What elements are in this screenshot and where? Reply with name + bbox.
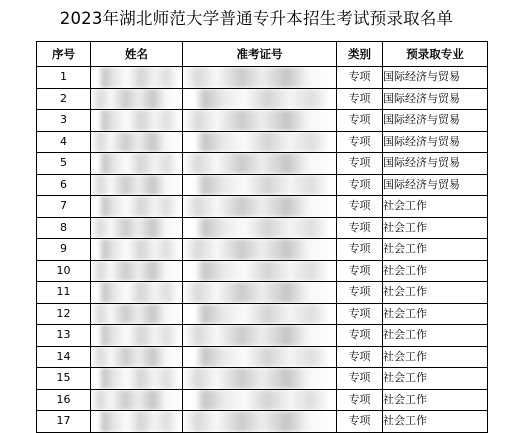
- table-row: [37, 325, 488, 347]
- row-seq: 9: [37, 239, 91, 261]
- redaction-blur: [91, 196, 182, 217]
- redaction-blur: [91, 390, 182, 411]
- row-name-redacted: [91, 303, 183, 325]
- table-row: [37, 110, 488, 132]
- redaction-blur: [183, 175, 336, 196]
- table-row: [37, 88, 488, 110]
- row-category: 专项: [337, 303, 383, 325]
- redaction-blur: [91, 239, 182, 260]
- row-exam-id-redacted: [183, 196, 337, 218]
- row-major: 社会工作: [383, 325, 488, 347]
- row-seq: 1: [37, 67, 91, 89]
- redaction-blur: [91, 282, 182, 303]
- redaction-blur: [183, 411, 336, 432]
- table-row: [37, 217, 488, 239]
- row-exam-id-redacted: [183, 389, 337, 411]
- row-name-redacted: [91, 239, 183, 261]
- redaction-blur: [91, 368, 182, 389]
- row-category: 专项: [337, 346, 383, 368]
- table-row: [37, 260, 488, 282]
- table-row: [37, 346, 488, 368]
- redaction-blur: [183, 325, 336, 346]
- header-category: 类别: [337, 42, 383, 67]
- row-name-redacted: [91, 131, 183, 153]
- table-row: [37, 239, 488, 261]
- redaction-blur: [91, 67, 182, 88]
- header-name: 姓名: [91, 42, 183, 67]
- redaction-blur: [91, 175, 182, 196]
- redaction-blur: [91, 347, 182, 368]
- row-seq: 16: [37, 389, 91, 411]
- admission-list-table: [36, 41, 488, 433]
- row-seq: 2: [37, 88, 91, 110]
- redaction-blur: [91, 411, 182, 432]
- row-category: 专项: [337, 67, 383, 89]
- row-name-redacted: [91, 282, 183, 304]
- row-name-redacted: [91, 389, 183, 411]
- redaction-blur: [183, 390, 336, 411]
- table-row: [37, 67, 488, 89]
- header-exam-id: 准考证号: [183, 42, 337, 67]
- row-major: 社会工作: [383, 282, 488, 304]
- row-name-redacted: [91, 153, 183, 175]
- row-exam-id-redacted: [183, 131, 337, 153]
- header-major: 预录取专业: [383, 42, 488, 67]
- table-row: [37, 303, 488, 325]
- redaction-blur: [183, 261, 336, 282]
- row-seq: 15: [37, 368, 91, 390]
- redaction-blur: [183, 218, 336, 239]
- table-row: [37, 282, 488, 304]
- row-exam-id-redacted: [183, 282, 337, 304]
- row-exam-id-redacted: [183, 411, 337, 433]
- row-major: 国际经济与贸易: [383, 174, 488, 196]
- row-seq: 10: [37, 260, 91, 282]
- row-major: 国际经济与贸易: [383, 110, 488, 132]
- row-seq: 14: [37, 346, 91, 368]
- row-category: 专项: [337, 260, 383, 282]
- row-exam-id-redacted: [183, 110, 337, 132]
- redaction-blur: [183, 368, 336, 389]
- table-row: [37, 174, 488, 196]
- table-row: [37, 196, 488, 218]
- redaction-blur: [183, 67, 336, 88]
- row-exam-id-redacted: [183, 88, 337, 110]
- table-body: [37, 67, 488, 433]
- row-seq: 11: [37, 282, 91, 304]
- row-category: 专项: [337, 196, 383, 218]
- redaction-blur: [91, 218, 182, 239]
- row-name-redacted: [91, 411, 183, 433]
- row-exam-id-redacted: [183, 325, 337, 347]
- row-category: 专项: [337, 282, 383, 304]
- row-category: 专项: [337, 174, 383, 196]
- row-name-redacted: [91, 346, 183, 368]
- row-exam-id-redacted: [183, 368, 337, 390]
- row-seq: 13: [37, 325, 91, 347]
- row-major: 国际经济与贸易: [383, 67, 488, 89]
- row-seq: 17: [37, 411, 91, 433]
- row-exam-id-redacted: [183, 174, 337, 196]
- row-exam-id-redacted: [183, 303, 337, 325]
- row-category: 专项: [337, 110, 383, 132]
- row-major: 社会工作: [383, 389, 488, 411]
- page-title: 2023年湖北师范大学普通专升本招生考试预录取名单: [59, 9, 454, 28]
- row-category: 专项: [337, 239, 383, 261]
- row-exam-id-redacted: [183, 217, 337, 239]
- row-seq: 3: [37, 110, 91, 132]
- row-major: 社会工作: [383, 196, 488, 218]
- row-exam-id-redacted: [183, 260, 337, 282]
- row-seq: 12: [37, 303, 91, 325]
- row-name-redacted: [91, 325, 183, 347]
- table-row: [37, 368, 488, 390]
- redaction-blur: [91, 261, 182, 282]
- row-name-redacted: [91, 260, 183, 282]
- redaction-blur: [183, 89, 336, 110]
- row-name-redacted: [91, 217, 183, 239]
- row-category: 专项: [337, 131, 383, 153]
- redaction-blur: [91, 153, 182, 174]
- redaction-blur: [91, 132, 182, 153]
- row-category: 专项: [337, 368, 383, 390]
- table-row: [37, 411, 488, 433]
- row-category: 专项: [337, 88, 383, 110]
- row-category: 专项: [337, 389, 383, 411]
- row-exam-id-redacted: [183, 153, 337, 175]
- table-row: [37, 131, 488, 153]
- redaction-blur: [183, 153, 336, 174]
- row-major: 社会工作: [383, 239, 488, 261]
- redaction-blur: [183, 304, 336, 325]
- redaction-blur: [91, 304, 182, 325]
- row-exam-id-redacted: [183, 67, 337, 89]
- header-seq: 序号: [37, 42, 91, 67]
- row-major: 社会工作: [383, 260, 488, 282]
- row-seq: 8: [37, 217, 91, 239]
- row-major: 社会工作: [383, 411, 488, 433]
- row-seq: 7: [37, 196, 91, 218]
- redaction-blur: [183, 196, 336, 217]
- row-name-redacted: [91, 110, 183, 132]
- row-major: 国际经济与贸易: [383, 131, 488, 153]
- row-category: 专项: [337, 217, 383, 239]
- redaction-blur: [91, 325, 182, 346]
- row-seq: 6: [37, 174, 91, 196]
- table-row: [37, 153, 488, 175]
- redaction-blur: [183, 282, 336, 303]
- row-major: 社会工作: [383, 346, 488, 368]
- table-header-row: [37, 42, 488, 67]
- row-category: 专项: [337, 411, 383, 433]
- redaction-blur: [183, 132, 336, 153]
- row-exam-id-redacted: [183, 239, 337, 261]
- row-name-redacted: [91, 67, 183, 89]
- row-name-redacted: [91, 88, 183, 110]
- row-exam-id-redacted: [183, 346, 337, 368]
- row-major: 国际经济与贸易: [383, 88, 488, 110]
- redaction-blur: [183, 347, 336, 368]
- redaction-blur: [183, 239, 336, 260]
- redaction-blur: [91, 110, 182, 131]
- row-major: 社会工作: [383, 368, 488, 390]
- redaction-blur: [91, 89, 182, 110]
- row-name-redacted: [91, 196, 183, 218]
- table-row: [37, 389, 488, 411]
- row-seq: 4: [37, 131, 91, 153]
- row-name-redacted: [91, 368, 183, 390]
- redaction-blur: [183, 110, 336, 131]
- row-name-redacted: [91, 174, 183, 196]
- row-major: 国际经济与贸易: [383, 153, 488, 175]
- row-major: 社会工作: [383, 217, 488, 239]
- row-seq: 5: [37, 153, 91, 175]
- row-category: 专项: [337, 153, 383, 175]
- row-category: 专项: [337, 325, 383, 347]
- row-major: 社会工作: [383, 303, 488, 325]
